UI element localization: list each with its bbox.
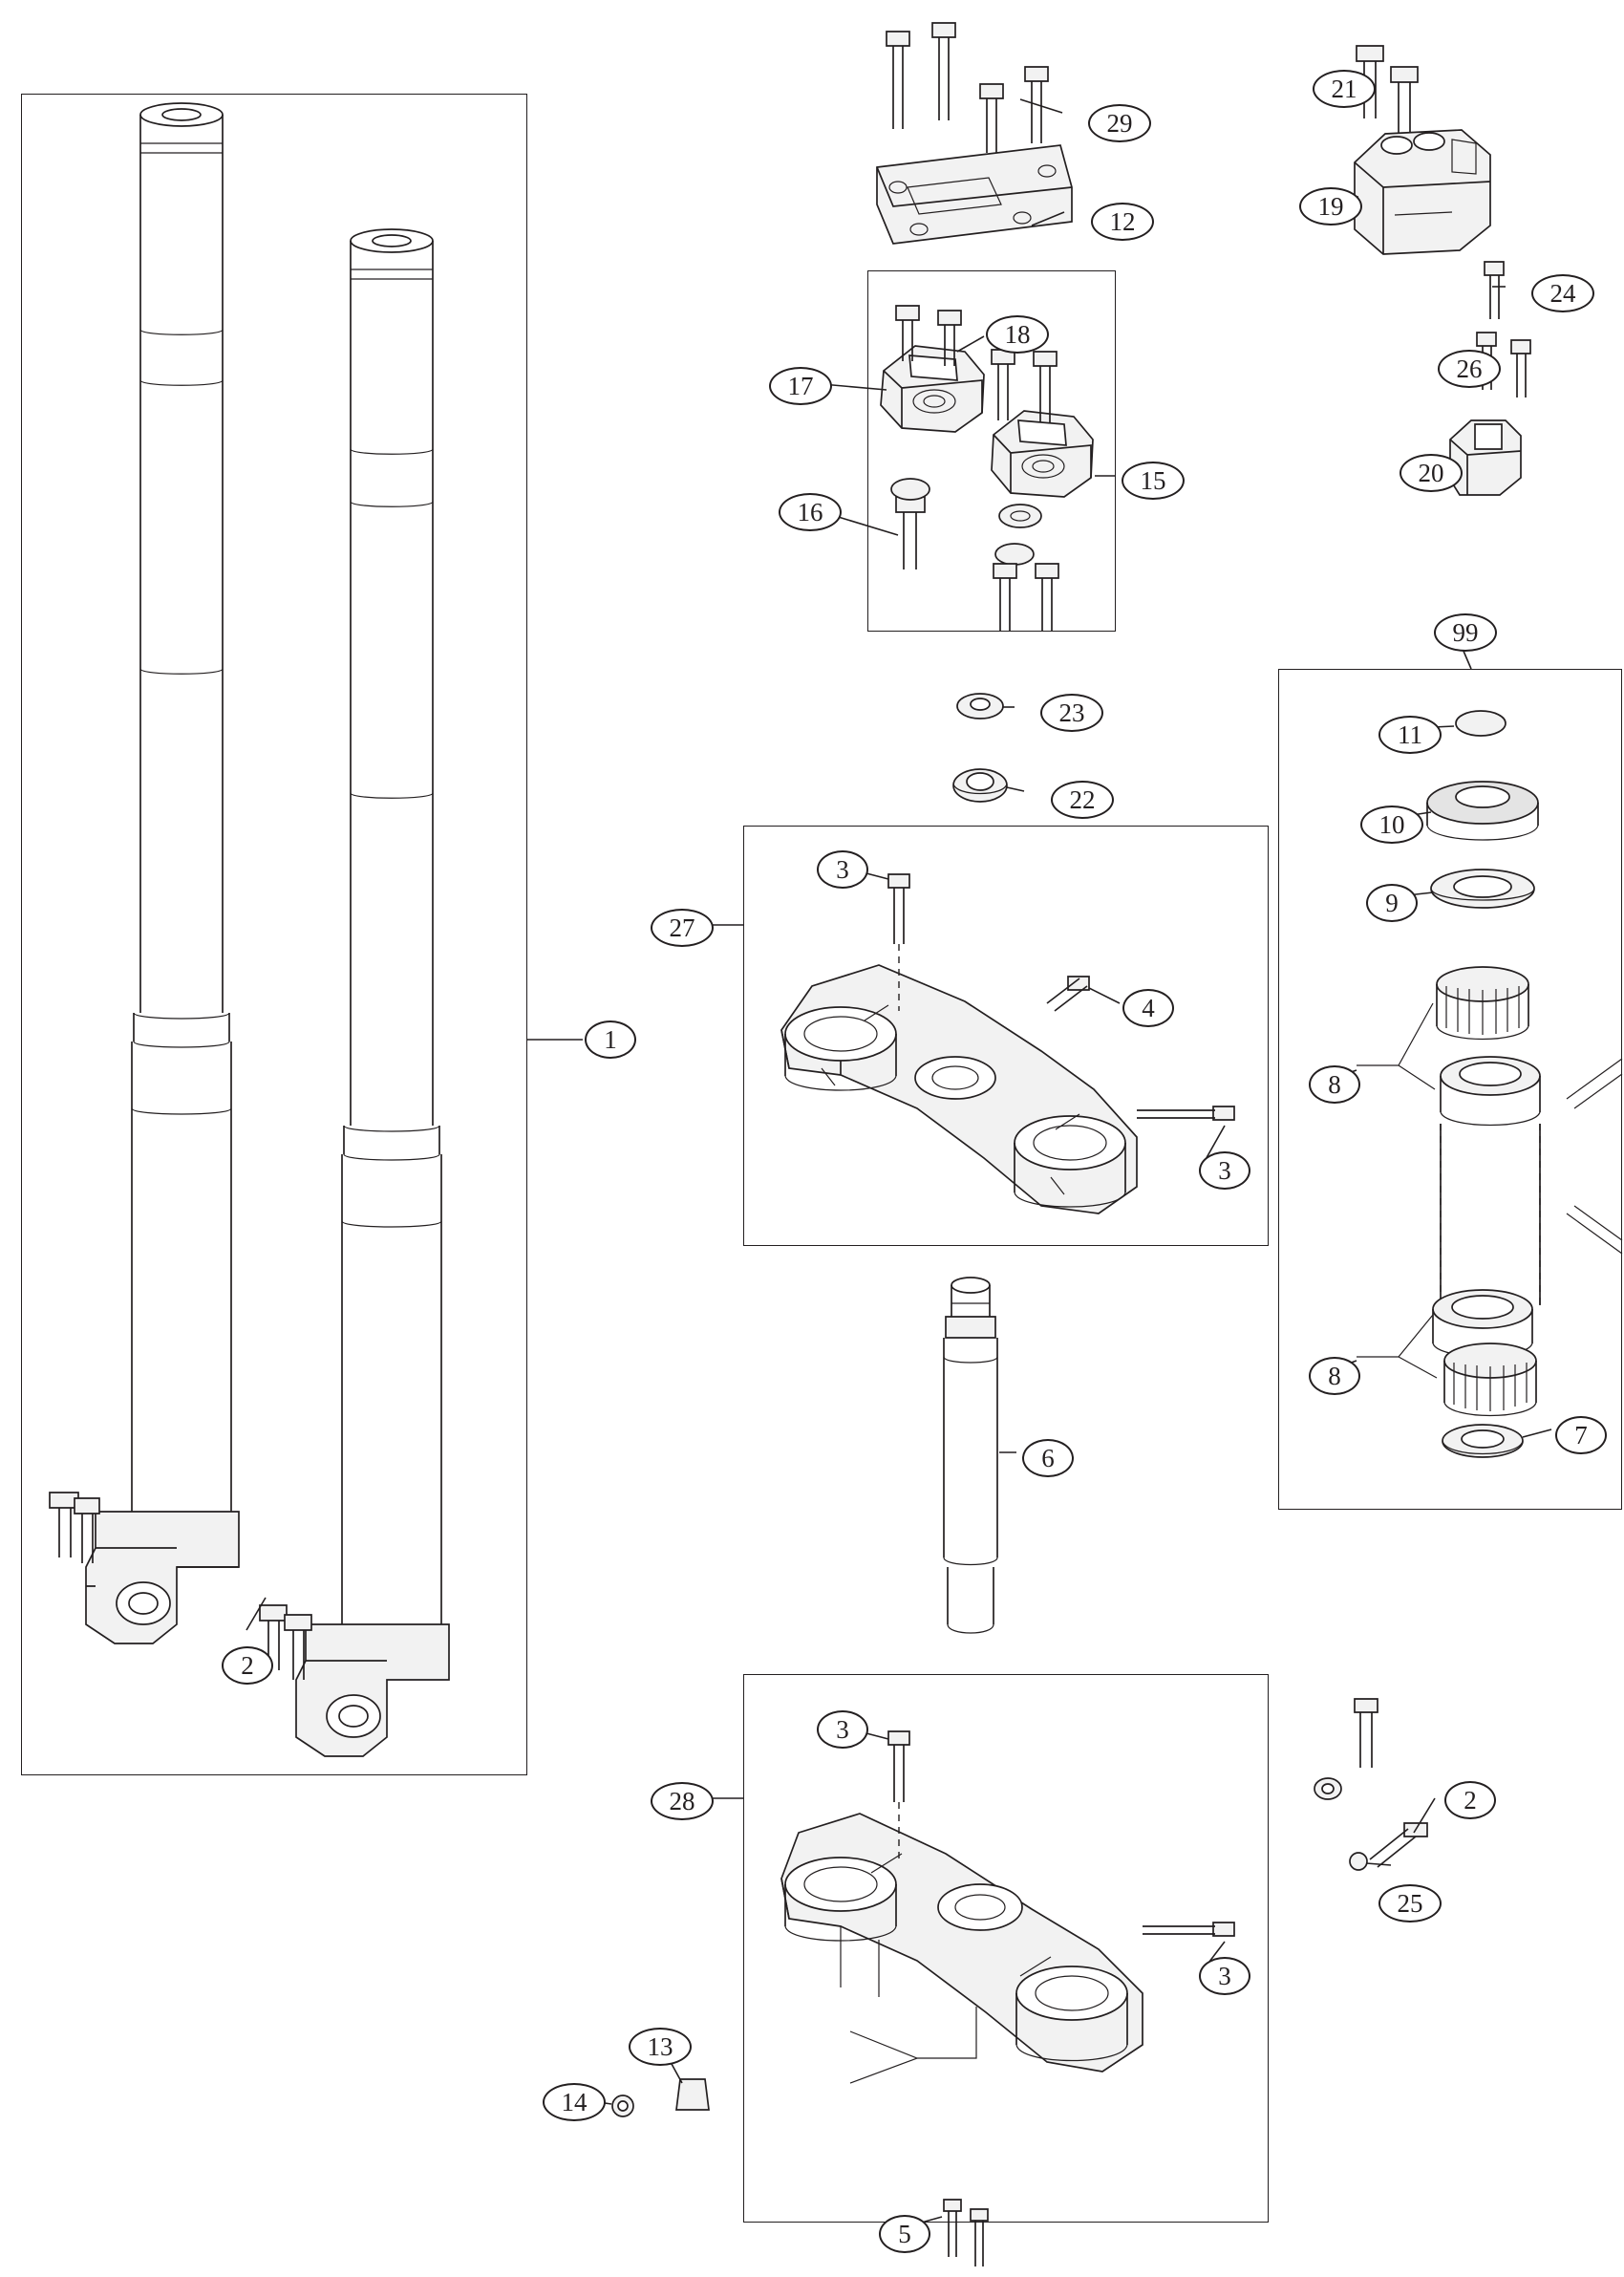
callout-label: 15: [1140, 466, 1166, 495]
callout-label: 29: [1106, 109, 1133, 138]
callout-label: 2: [241, 1651, 254, 1680]
item-19-instrument-mount: [1355, 130, 1490, 254]
callout-18[interactable]: [986, 315, 1049, 354]
item-22-nut: [953, 769, 1007, 802]
item-23-washer: [957, 694, 1003, 719]
callout-label: 6: [1041, 1444, 1055, 1472]
callout-label: 27: [669, 913, 695, 942]
callout-3a[interactable]: [817, 850, 868, 889]
callout-label: 11: [1398, 720, 1422, 749]
callout-3d[interactable]: [1199, 1957, 1250, 1995]
callout-13[interactable]: [629, 2028, 692, 2066]
callout-label: 26: [1456, 354, 1483, 383]
callout-25[interactable]: [1378, 1884, 1442, 1923]
callout-label: 9: [1385, 889, 1399, 917]
callout-label: 8: [1328, 1362, 1341, 1390]
callout-label: 13: [647, 2032, 673, 2061]
callout-label: 4: [1142, 994, 1155, 1022]
callout-21[interactable]: [1313, 70, 1376, 108]
callout-16[interactable]: [779, 493, 842, 531]
callout-label: 5: [898, 2220, 911, 2248]
callout-3c[interactable]: [817, 1710, 868, 1749]
callout-2a[interactable]: [222, 1646, 273, 1685]
item-20-bracket: [1450, 420, 1521, 495]
item-29-bolts: [887, 23, 1048, 153]
callout-label: 28: [669, 1787, 695, 1815]
callout-8b[interactable]: [1309, 1357, 1360, 1395]
callout-99[interactable]: [1434, 613, 1497, 652]
group-box-lower-triple-clamp: [743, 1674, 1269, 2223]
callout-17[interactable]: [769, 367, 832, 405]
callout-19[interactable]: [1299, 187, 1362, 226]
item-13-14-parts: [612, 2079, 709, 2116]
callout-11[interactable]: [1378, 716, 1442, 754]
callout-20[interactable]: [1400, 454, 1463, 492]
callout-6[interactable]: [1022, 1439, 1074, 1477]
callout-24[interactable]: [1531, 274, 1594, 312]
callout-10[interactable]: [1360, 806, 1423, 844]
item-6-steering-stem: [944, 1278, 997, 1633]
callout-label: 14: [561, 2088, 588, 2116]
callout-26[interactable]: [1438, 350, 1501, 388]
callout-label: 3: [1218, 1156, 1231, 1185]
callout-label: 16: [797, 498, 823, 526]
group-box-fork-legs: [21, 94, 527, 1775]
callout-label: 20: [1418, 459, 1444, 487]
callout-label: 19: [1317, 192, 1344, 221]
callout-label: 22: [1069, 785, 1096, 814]
callout-28[interactable]: [651, 1782, 714, 1820]
callout-12[interactable]: [1091, 203, 1154, 241]
callout-27[interactable]: [651, 909, 714, 947]
item-2-25-bolts: [1314, 1699, 1427, 1870]
callout-label: 3: [836, 855, 849, 884]
callout-label: 12: [1109, 207, 1136, 236]
callout-label: 3: [836, 1715, 849, 1744]
callout-5[interactable]: [879, 2215, 930, 2253]
callout-label: 25: [1397, 1889, 1423, 1918]
callout-29[interactable]: [1088, 104, 1151, 142]
callout-label: 23: [1058, 698, 1085, 727]
callout-15[interactable]: [1122, 462, 1185, 500]
callout-label: 24: [1549, 279, 1576, 308]
callout-7[interactable]: [1555, 1416, 1607, 1454]
callout-label: 99: [1452, 618, 1479, 647]
callout-23[interactable]: [1040, 694, 1103, 732]
callout-label: 21: [1331, 75, 1357, 103]
callout-1[interactable]: [585, 1020, 636, 1059]
callout-4[interactable]: [1122, 989, 1174, 1027]
callout-label: 7: [1574, 1421, 1588, 1450]
callout-14[interactable]: [543, 2083, 606, 2121]
callout-label: 1: [604, 1025, 617, 1054]
callout-label: 8: [1328, 1070, 1341, 1099]
callout-label: 10: [1378, 810, 1405, 839]
callout-label: 2: [1464, 1786, 1477, 1815]
callout-label: 17: [787, 372, 814, 400]
callout-22[interactable]: [1051, 781, 1114, 819]
callout-label: 18: [1004, 320, 1031, 349]
callout-label: 3: [1218, 1962, 1231, 1990]
group-box-upper-triple-clamp: [743, 826, 1269, 1246]
callout-3b[interactable]: [1199, 1151, 1250, 1190]
item-12-cover-plate: [877, 145, 1072, 244]
callout-2b[interactable]: [1444, 1781, 1496, 1819]
callout-9[interactable]: [1366, 884, 1418, 922]
callout-8a[interactable]: [1309, 1065, 1360, 1104]
